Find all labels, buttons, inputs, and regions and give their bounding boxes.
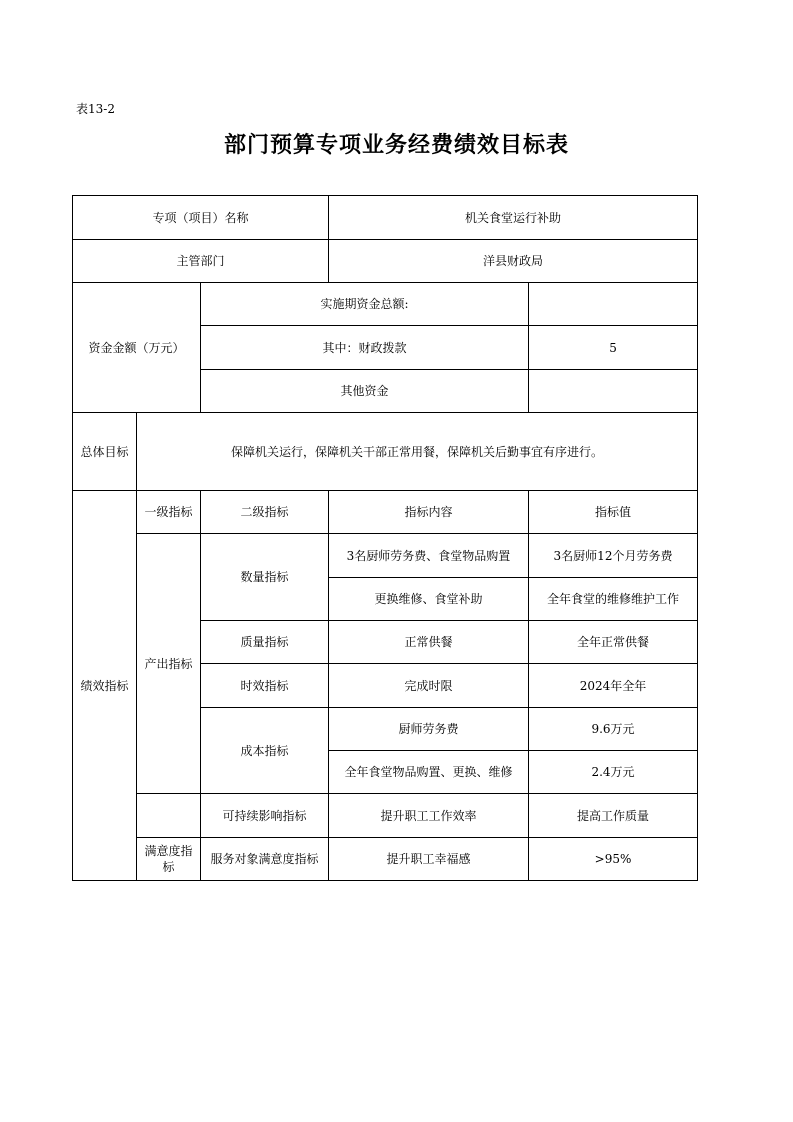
department-value: 洋县财政局 [329, 240, 698, 283]
funds-total-value [529, 283, 698, 326]
table-row [73, 838, 698, 881]
overall-goal-text: 保障机关运行，保障机关干部正常用餐，保障机关后勤事宜有序进行。 [137, 413, 698, 491]
indicators-section-label: 绩效指标 [73, 491, 137, 881]
department-label: 主管部门 [73, 240, 329, 283]
table-row [73, 491, 698, 534]
funds-other-label: 其他资金 [201, 370, 529, 413]
effect-indicator-label [137, 794, 201, 838]
indicator-content: 3名厨师劳务费、食堂物品购置 [329, 534, 529, 578]
header-level1: 一级指标 [137, 491, 201, 534]
table-row [73, 794, 698, 838]
timeliness-indicator-label: 时效指标 [201, 664, 329, 708]
project-name-value: 机关食堂运行补助 [329, 196, 698, 240]
table-row [73, 283, 698, 326]
indicator-content: 提升职工工作效率 [329, 794, 529, 838]
table-row [73, 413, 698, 491]
table-number: 表13-2 [76, 102, 115, 116]
header-value: 指标值 [529, 491, 698, 534]
funds-fiscal-label: 其中：财政拨款 [201, 326, 529, 370]
service-satisfaction-label: 服务对象满意度指标 [201, 838, 329, 881]
indicator-value: 全年正常供餐 [529, 621, 698, 664]
indicator-value: 3名厨师12个月劳务费 [529, 534, 698, 578]
table-row [73, 534, 698, 578]
quantity-indicator-label: 数量指标 [201, 534, 329, 621]
indicator-value: 提高工作质量 [529, 794, 698, 838]
indicator-value: 全年食堂的维修维护工作 [529, 578, 698, 621]
output-indicator-label: 产出指标 [137, 534, 201, 794]
indicator-value: 9.6万元 [529, 708, 698, 751]
indicator-content: 厨师劳务费 [329, 708, 529, 751]
sustain-indicator-label: 可持续影响指标 [201, 794, 329, 838]
funds-fiscal-value: 5 [529, 326, 698, 370]
header-content: 指标内容 [329, 491, 529, 534]
indicator-content: 提升职工幸福感 [329, 838, 529, 881]
indicator-content: 更换维修、食堂补助 [329, 578, 529, 621]
document-title: 部门预算专项业务经费绩效目标表 [223, 132, 569, 158]
funds-other-value [529, 370, 698, 413]
performance-table [72, 195, 698, 881]
indicator-value: >95% [529, 838, 698, 881]
table-row [73, 240, 698, 283]
header-level2: 二级指标 [201, 491, 329, 534]
table-row [73, 196, 698, 240]
indicator-value: 2024年全年 [529, 664, 698, 708]
overall-goal-label: 总体目标 [73, 413, 137, 491]
project-name-label: 专项（项目）名称 [73, 196, 329, 240]
funds-total-label: 实施期资金总额: [201, 283, 529, 326]
cost-indicator-label: 成本指标 [201, 708, 329, 794]
satisfaction-indicator-label: 满意度指标 [137, 838, 201, 881]
indicator-value: 2.4万元 [529, 751, 698, 794]
indicator-content: 正常供餐 [329, 621, 529, 664]
indicator-content: 全年食堂物品购置、更换、维修 [329, 751, 529, 794]
funds-label: 资金金额（万元） [73, 283, 201, 413]
quality-indicator-label: 质量指标 [201, 621, 329, 664]
indicator-content: 完成时限 [329, 664, 529, 708]
